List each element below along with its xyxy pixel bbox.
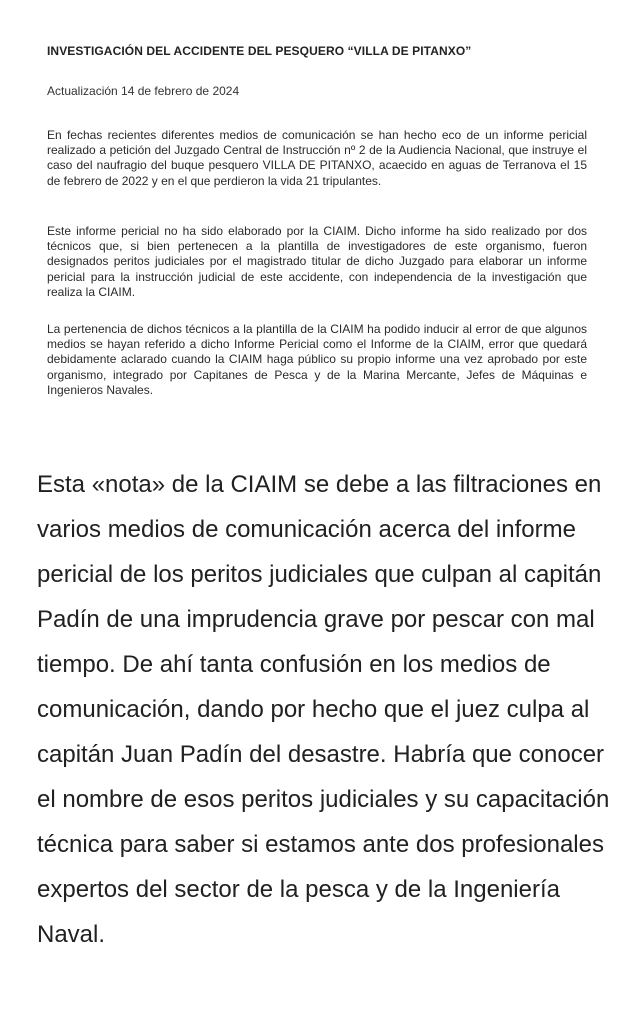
document-paragraph: La pertenencia de dichos técnicos a la plantilla de la CIAIM ha podido inducir al error de que algunos medios se hayan referido a dicho Informe Pericial como el Informe de la CIAIM, error que quedará debidamente aclarado cuando la CIAIM haga público su propio informe una vez aprobado por este organismo, integrado por Capitanes de Pesca y de la Marina Mercante, Jefes de Máquinas e Ingenieros Navales. bbox=[47, 322, 587, 397]
document-paragraph: En fechas recientes diferentes medios de comunicación se han hecho eco de un informe pericial realizado a petición del Juzgado Central de Instrucción nº 2 de la Audiencia Nacional, que instruye el caso del naufragio del buque pesquero VILLA DE PITANXO, acaecido en aguas de Terranova el 15 de febrero de 2022 y en el que perdieron la vida 21 tripulantes. bbox=[47, 128, 587, 188]
document-paragraph: Este informe pericial no ha sido elaborado por la CIAIM. Dicho informe ha sido realizado por dos técnicos que, si bien pertenecen a la plantilla de investigadores de este organismo, fueron designados peritos judiciales por el magistrado titular de dicho Juzgado para elaborar un informe pericial para la instrucción judicial de este accidente, con independencia de la investigación que realiza la CIAIM. bbox=[47, 224, 587, 299]
update-date: Actualización 14 de febrero de 2024 bbox=[47, 84, 240, 98]
document-screenshot bbox=[0, 0, 643, 440]
document-title: INVESTIGACIÓN DEL ACCIDENTE DEL PESQUERO “VILLA DE PITANXO” bbox=[47, 44, 472, 58]
post-comment-text: Esta «nota» de la CIAIM se debe a las filtraciones en varios medios de comunicación acerca del informe pericial de los peritos judiciales que culpan al capitán Padín de una imprudencia grave por pescar con mal tiempo. De ahí tanta confusión en los medios de comunicación, dando por hecho que el juez culpa al capitán Juan Padín del desastre. Habría que conocer el nombre de esos peritos judiciales y su capacitación técnica para saber si estamos ante dos profesionales expertos del sector de la pesca y de la Ingeniería Naval. bbox=[37, 471, 610, 948]
